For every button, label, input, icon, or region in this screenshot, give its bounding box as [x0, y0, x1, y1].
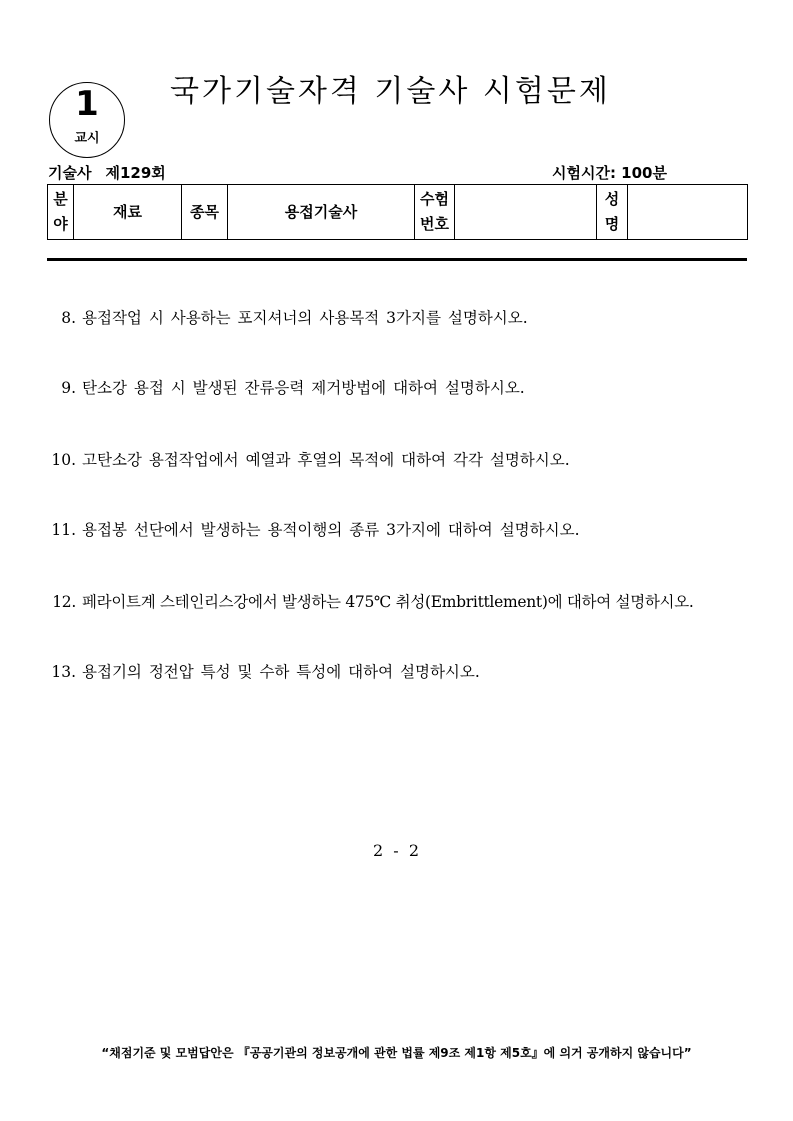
question-number: 8.: [61, 309, 76, 327]
exam-info-table: [47, 184, 748, 240]
name-field[interactable]: [628, 185, 748, 240]
question-item: [48, 591, 694, 613]
name-label-cell: [597, 185, 628, 240]
page-title: 국가기술자격 기술사 시험문제: [170, 74, 611, 109]
name-label-line-2: 명: [604, 215, 620, 233]
question-number: 11.: [51, 521, 76, 539]
question-text: 페라이트계 스테인리스강에서 발생하는 475℃ 취성(Embrittlement)에 대하여 설명하시오.: [82, 593, 694, 611]
exam-type: 기술사: [48, 164, 92, 182]
field-label-line-1: 분: [53, 190, 68, 208]
exam-number-label-cell: [415, 185, 455, 240]
question-item: [48, 377, 525, 399]
exam-round: 제129회: [105, 164, 166, 182]
period-number: 1: [75, 84, 99, 124]
question-item: [48, 661, 480, 683]
exam-number-label-line-1: 수험: [420, 190, 449, 208]
question-text: 탄소강 용접 시 발생된 잔류응력 제거방법에 대하여 설명하시오.: [82, 379, 525, 397]
page-number: 2 - 2: [372, 841, 420, 860]
period-label: 교시: [74, 131, 100, 146]
header-divider: [47, 258, 747, 261]
footer-notice: “채점기준 및 모범답안은 『공공기관의 정보공개에 관한 법률 제9조 제1항 제5호』에 의거 공개하지 않습니다”: [101, 1046, 692, 1060]
question-number: 9.: [61, 379, 76, 397]
name-label-line-1: 성: [604, 190, 620, 208]
question-text: 고탄소강 용접작업에서 예열과 후열의 목적에 대하여 각각 설명하시오.: [82, 451, 570, 469]
item-value: 용접기술사: [228, 185, 415, 240]
question-item: [48, 519, 580, 541]
item-label: 종목: [182, 185, 228, 240]
question-text: 용접작업 시 사용하는 포지셔너의 사용목적 3가지를 설명하시오.: [82, 309, 528, 327]
exam-number-field[interactable]: [455, 185, 597, 240]
question-number: 13.: [51, 663, 76, 681]
field-label-line-2: 야: [53, 215, 68, 233]
exam-number-label-line-2: 번호: [420, 215, 449, 233]
question-number: 10.: [51, 451, 76, 469]
field-value: 재료: [74, 185, 182, 240]
field-label-cell: [48, 185, 74, 240]
question-text: 용접봉 선단에서 발생하는 용적이행의 종류 3가지에 대하여 설명하시오.: [82, 521, 580, 539]
question-number: 12.: [52, 593, 76, 611]
exam-time: 시험시간: 100분: [552, 164, 667, 182]
question-text: 용접기의 정전압 특성 및 수하 특성에 대하여 설명하시오.: [82, 663, 480, 681]
exam-info-line: [48, 163, 166, 183]
question-item: [48, 449, 570, 471]
question-item: [48, 307, 528, 329]
